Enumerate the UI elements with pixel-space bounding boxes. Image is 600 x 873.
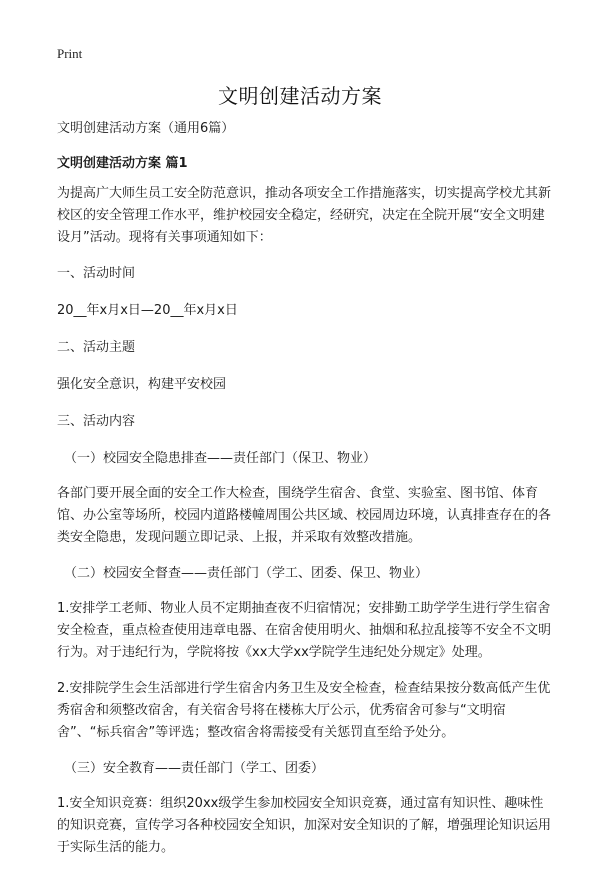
sub-heading-education: （三）安全教育——责任部门（学工、团委） bbox=[64, 761, 325, 776]
section-heading: 文明创建活动方案 篇1 bbox=[57, 156, 188, 171]
item-heading-content: 三、活动内容 bbox=[57, 414, 136, 429]
document-subtitle: 文明创建活动方案（通用6篇） bbox=[57, 121, 235, 136]
intro-paragraph: 为提高广大师生员工安全防范意识，推动各项安全工作措施落实，切实提高学校尤其新校区的安全管理工作水平，维护校园安全稳定，经研究，决定在全院开展“安全文明建设月”活动。现将有关事项通知如下： bbox=[57, 186, 552, 245]
paragraph-supervision-2: 2.安排院学生会生活部进行学生宿舍内务卫生及安全检查，检查结果按分数高低产生优秀宿舍和须整改宿舍，有关宿舍号将在楼栋大厅公示，优秀宿舍可参与“文明宿舍”、“标兵宿舍”等评选；整改宿舍将需接受有关惩罚直至给予处分。 bbox=[57, 681, 551, 740]
sub-heading-supervision: （二）校园安全督查——责任部门（学工、团委、保卫、物业） bbox=[64, 566, 429, 581]
item-value-time: 20__年x月x日—20__年x月x日 bbox=[57, 303, 238, 318]
item-heading-time: 一、活动时间 bbox=[57, 266, 136, 281]
item-heading-theme: 二、活动主题 bbox=[57, 340, 136, 355]
paragraph-education-1: 1.安全知识竞赛：组织20xx级学生参加校园安全知识竞赛，通过富有知识性、趣味性的知识竞赛，宣传学习各种校园安全知识，加深对安全知识的了解，增强理论知识运用于实际生活的能力。 bbox=[57, 796, 552, 855]
item-value-theme: 强化安全意识，构建平安校园 bbox=[57, 377, 227, 392]
document-title: 文明创建活动方案 bbox=[218, 84, 382, 108]
document-body bbox=[57, 118, 552, 873]
print-label: Print bbox=[57, 46, 83, 61]
sub-heading-inspection: （一）校园安全隐患排查——责任部门（保卫、物业） bbox=[64, 451, 377, 466]
paragraph-supervision-1: 1.安排学工老师、物业人员不定期抽查夜不归宿情况；安排勤工助学学生进行学生宿舍安全检查，重点检查使用违章电器、在宿舍使用明火、抽烟和私拉乱接等不安全不文明行为。对于违纪行为，学院将按《xx大学xx学院学生违纪处分规定》处理。 bbox=[57, 601, 552, 660]
paragraph-inspection: 各部门要开展全面的安全工作大检查，围绕学生宿舍、食堂、实验室、图书馆、体育馆、办公室等场所，校园内道路楼幢周围公共区域、校园周边环境，认真排查存在的各类安全隐患，发现问题立即记录、上报，并采取有效整改措施。 bbox=[57, 486, 552, 545]
